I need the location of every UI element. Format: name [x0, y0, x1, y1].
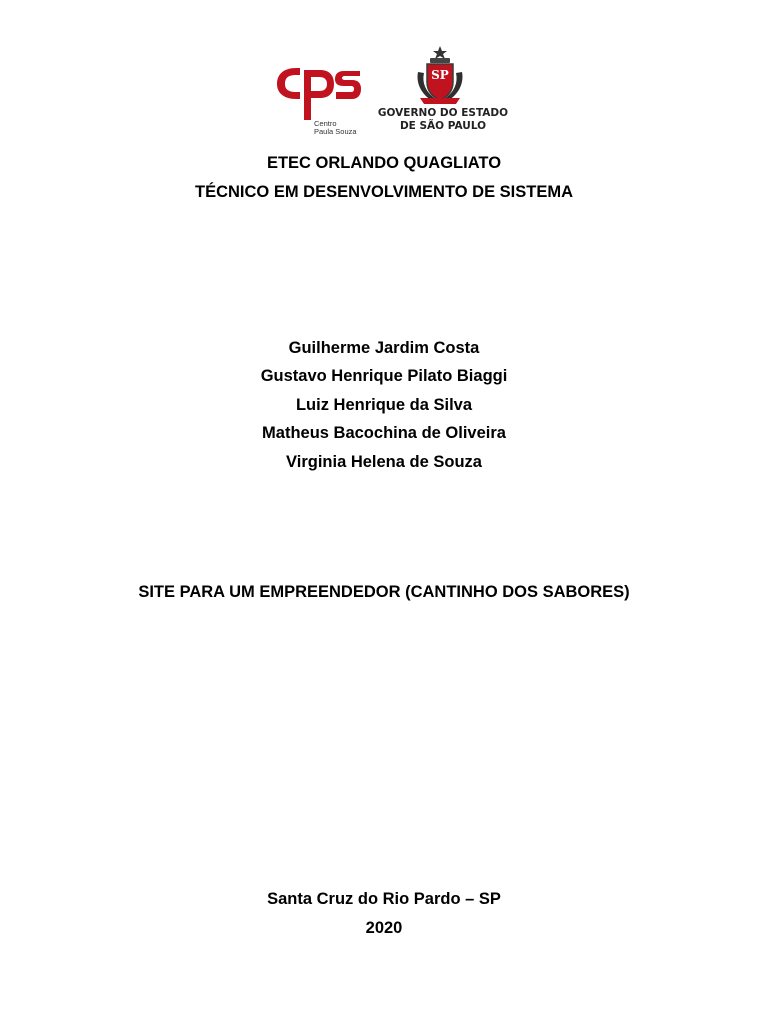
year: 2020 — [365, 919, 403, 937]
author-name: Virginia Helena de Souza — [286, 453, 482, 471]
cps-caption-line1: Centro — [314, 119, 337, 128]
sao-paulo-crest-icon — [412, 46, 468, 106]
author-name: Luiz Henrique da Silva — [295, 396, 473, 414]
government-line2: DE SÃO PAULO — [399, 120, 487, 132]
header-logos — [270, 46, 520, 138]
cps-logo-mark — [274, 62, 364, 122]
government-logo-text — [374, 107, 512, 133]
cps-logo — [274, 62, 364, 136]
cps-caption-line2: Paula Souza — [314, 127, 357, 136]
course-name: TÉCNICO EM DESENVOLVIMENTO DE SISTEMA — [194, 183, 573, 201]
government-logo — [374, 46, 512, 136]
work-title: SITE PARA UM EMPREENDEDOR (CANTINHO DOS SABORES) — [138, 583, 630, 601]
crest-label: SP — [431, 68, 449, 82]
government-line1: GOVERNO DO ESTADO — [377, 107, 509, 119]
author-name: Guilherme Jardim Costa — [288, 339, 480, 357]
cps-logo-caption — [314, 120, 357, 136]
location: Santa Cruz do Rio Pardo – SP — [267, 890, 501, 908]
author-name: Gustavo Henrique Pilato Biaggi — [260, 367, 508, 385]
school-name: ETEC ORLANDO QUAGLIATO — [266, 154, 502, 172]
author-name: Matheus Bacochina de Oliveira — [262, 424, 506, 442]
